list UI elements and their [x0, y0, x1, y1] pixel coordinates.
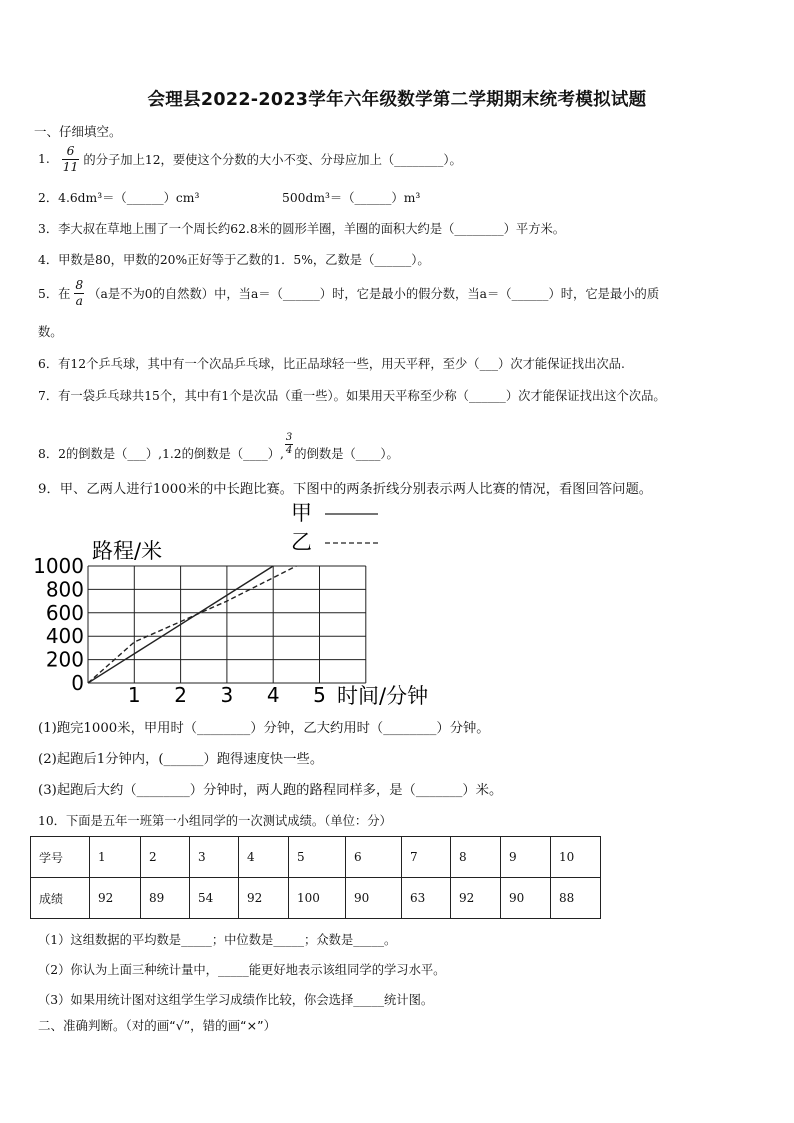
table-cell-score: 92	[451, 878, 501, 919]
table-cell-id: 6	[346, 837, 402, 878]
question-5-continuation: 数。	[38, 325, 63, 339]
table-cell-id: 10	[551, 837, 601, 878]
legend-label: 甲	[291, 501, 312, 525]
table-row-scores	[31, 878, 601, 919]
row-header-score: 成绩	[31, 878, 90, 919]
table-cell-id: 5	[289, 837, 346, 878]
question-5-prefix: 5．在	[38, 287, 71, 301]
race-line-chart	[0, 500, 794, 720]
x-tick-label: 5	[313, 683, 326, 707]
x-tick-label: 4	[266, 683, 280, 707]
question-5-fraction	[74, 279, 84, 307]
table-cell-id: 2	[141, 837, 190, 878]
question-10-intro: 10．下面是五年一班第一小组同学的一次测试成绩。（单位：分）	[38, 814, 392, 828]
question-7: 7．有一袋乒乓球共15个，其中有1个是次品（重一些）。如果用天平称至少称（______）次才能保证找出这个次品。	[38, 389, 666, 403]
question-6: 6．有12个乒乓球，其中有一个次品乒乓球，比正品球轻一些，用天平秤，至少（___）次才能保证找出次品.	[38, 357, 625, 371]
y-tick-label: 0	[71, 671, 84, 695]
question-9-sub1: (1)跑完1000米，甲用时（________）分钟，乙大约用时（________）分钟。	[38, 721, 490, 736]
question-9-sub3: (3)起跑后大约（________）分钟时，两人跑的路程同样多，是（_______）米。	[38, 783, 503, 798]
table-cell-score: 54	[190, 878, 239, 919]
question-1-text: 的分子加上12，要使这个分数的大小不变、分母应加上（________）。	[83, 153, 462, 167]
question-1-number: 1.	[38, 152, 50, 166]
question-8-fraction	[285, 433, 293, 456]
y-axis-title: 路程/米	[92, 539, 163, 563]
question-8	[38, 422, 399, 462]
table-cell-score: 89	[141, 878, 190, 919]
x-tick-label: 2	[174, 683, 187, 707]
score-table	[30, 836, 601, 919]
question-1-fraction	[62, 145, 80, 173]
fraction-denominator: 4	[285, 445, 293, 456]
table-cell-score: 92	[239, 878, 289, 919]
question-5	[38, 274, 659, 312]
page-title: 会理县2022-2023学年六年级数学第二学期期末统考模拟试题	[147, 90, 647, 110]
question-4: 4．甲数是80，甲数的20%正好等于乙数的1．5%，乙数是（______）。	[38, 253, 430, 267]
y-tick-label: 200	[45, 647, 84, 672]
section-1-heading: 一、仔细填空。	[34, 124, 122, 139]
table-cell-score: 100	[289, 878, 346, 919]
fraction-numerator: 8	[75, 278, 84, 293]
table-cell-score: 63	[402, 878, 451, 919]
table-cell-score: 90	[501, 878, 551, 919]
question-2a: 2．4.6dm³＝（______）cm³	[38, 191, 200, 205]
series-line-yi	[88, 566, 296, 683]
table-cell-id: 7	[402, 837, 451, 878]
table-cell-score: 92	[90, 878, 141, 919]
question-8-part-a: 8．2的倒数是（___）,1.2的倒数是（____）,	[38, 447, 284, 461]
table-cell-score: 90	[346, 878, 402, 919]
section-2-heading: 二、准确判断。（对的画“√”，错的画“×”）	[38, 1018, 277, 1033]
fraction-denominator: a	[75, 293, 83, 308]
legend-label: 乙	[291, 530, 312, 554]
question-10-sub2: （2）你认为上面三种统计量中，_____能更好地表示该组同学的学习水平。	[38, 963, 446, 977]
question-10-sub1: （1）这组数据的平均数是_____；中位数是_____；众数是_____。	[38, 933, 397, 947]
table-cell-id: 1	[90, 837, 141, 878]
x-tick-label: 1	[127, 683, 141, 707]
question-3: 3．李大叔在草地上围了一个周长约62.8米的圆形羊圈，羊圈的面积大约是（________）平方米。	[38, 222, 566, 236]
fraction-numerator: 3	[285, 432, 293, 443]
fraction-numerator: 6	[66, 144, 75, 159]
y-tick-label: 400	[45, 624, 84, 649]
question-9-sub2: (2)起跑后1分钟内，(______）跑得速度快一些。	[38, 752, 324, 767]
y-tick-label: 1000	[33, 554, 84, 578]
question-9-intro: 9．甲、乙两人进行1000米的中长跑比赛。下图中的两条折线分别表示两人比赛的情况，看图回答问题。	[38, 482, 653, 497]
table-row-student-ids	[31, 837, 601, 878]
question-8-part-b: 的倒数是（____）。	[294, 447, 399, 461]
table-cell-id: 4	[239, 837, 289, 878]
y-tick-label: 800	[45, 577, 84, 602]
x-axis-title: 时间/分钟	[337, 684, 429, 708]
question-1	[38, 140, 462, 178]
question-5-text: （a是不为0的自然数）中，当a＝（______）时，它是最小的假分数，当a＝（______）时，它是最小的质	[88, 287, 660, 301]
table-cell-id: 3	[190, 837, 239, 878]
row-header-id: 学号	[31, 837, 90, 878]
table-cell-score: 88	[551, 878, 601, 919]
question-2b: 500dm³＝（______）m³	[282, 191, 421, 205]
y-tick-label: 600	[45, 600, 84, 625]
table-cell-id: 9	[501, 837, 551, 878]
table-cell-id: 8	[451, 837, 501, 878]
x-tick-label: 3	[220, 683, 234, 707]
fraction-denominator: 11	[62, 159, 79, 174]
question-10-sub3: （3）如果用统计图对这组学生学习成绩作比较，你会选择_____统计图。	[38, 993, 434, 1007]
